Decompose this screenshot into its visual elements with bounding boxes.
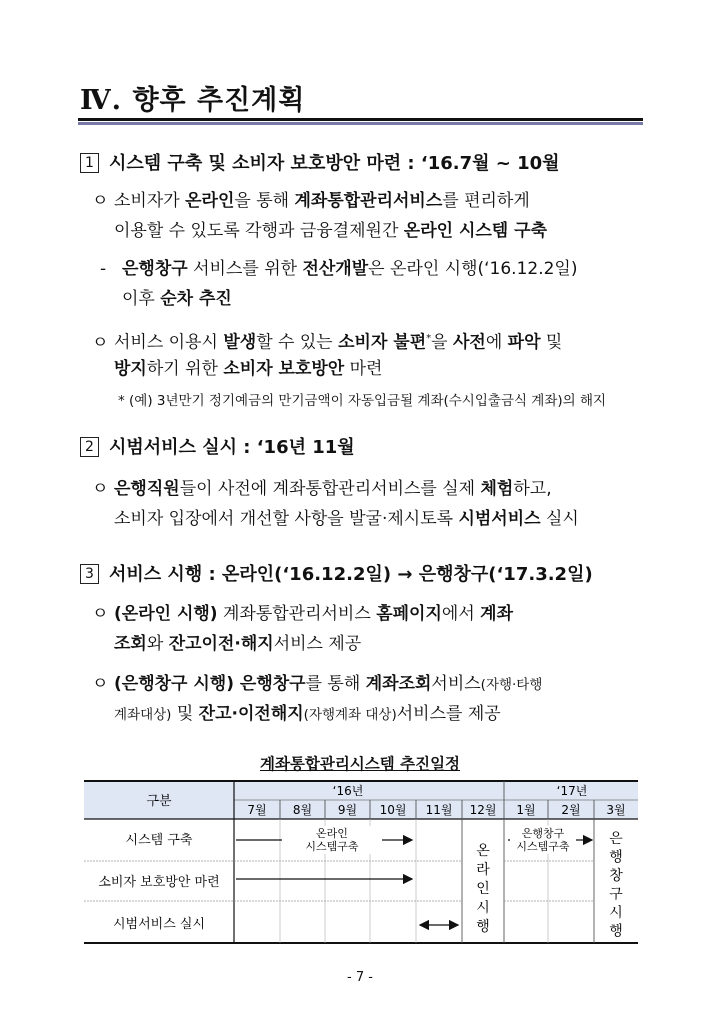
text: 에서 (441, 604, 481, 624)
bullet-icon: ㅇ (92, 191, 109, 211)
online-label-1: 온라인 (316, 827, 348, 840)
title-underline (78, 118, 643, 121)
branch-launch-char-2: 행 (609, 849, 623, 866)
month-label-8: 2월 (561, 803, 581, 817)
text: 서비스 제공 (273, 634, 362, 654)
text-bold: 은행창구 (234, 674, 306, 694)
branch-launch-char-5: 시 (609, 905, 623, 921)
text-bold: 발생 (223, 332, 257, 353)
text: 서비스 (431, 674, 481, 694)
text: 소비자 입장에서 개선할 사항을 발굴·제시토록 (114, 509, 459, 529)
text-bold: 계좌조회 (365, 674, 432, 694)
text-bold: 사전 (452, 332, 486, 353)
footnote-mark: * (426, 333, 432, 344)
branch-launch-char-3: 창 (609, 868, 623, 884)
subsection-2-heading (80, 433, 355, 459)
subsection-2-number: 2 (80, 437, 99, 457)
s1-bullet-2-line-2 (114, 353, 382, 385)
row-label-pilot: 시범서비스 실시 (112, 917, 206, 932)
text-small: (자행계좌 대상) (303, 707, 397, 723)
subsection-3-heading (80, 560, 593, 586)
text: 와 (146, 634, 169, 654)
text: 를 편리하게 (442, 191, 530, 211)
s2-bullet-1-line-1 (92, 473, 552, 505)
bullet-icon: ㅇ (92, 479, 109, 499)
online-launch-char-1: 온 (476, 843, 490, 859)
online-launch-char-4: 시 (476, 900, 490, 916)
row-label-system: 시스템 구축 (125, 833, 193, 848)
year-label-2017: ‘17년 (556, 784, 588, 798)
text: 은 온라인 시행(‘16.12.2일) (368, 259, 578, 279)
text: 을 (431, 332, 453, 353)
online-launch-label (476, 843, 490, 935)
s3-bullet-1-line-1 (92, 598, 513, 630)
text: 서비스 이용시 (114, 332, 224, 353)
s1-bullet-1-line-1 (92, 185, 530, 217)
text-bold: 전산개발 (302, 259, 369, 279)
text: 할 수 있는 (256, 332, 339, 353)
text-bold: 파악 (507, 332, 541, 353)
section-numeral: Ⅳ. (80, 85, 123, 116)
text-bold: 조회 (114, 634, 147, 654)
text: 을 통해 (234, 191, 295, 211)
bullet-icon: ㅇ (92, 332, 109, 353)
text-bold: 순차 추진 (160, 289, 232, 309)
text: 계좌통합관리서비스 (217, 604, 377, 624)
month-label-2: 8월 (292, 803, 313, 817)
schedule-table-title: 계좌통합관리시스템 추진일정 (259, 755, 461, 773)
text: 마련 (344, 359, 383, 379)
text: 서비스를 위한 (187, 259, 303, 279)
month-labels (247, 802, 625, 817)
branch-label-1: 은행창구 (521, 827, 565, 840)
s3-bullet-2-line-2 (114, 698, 501, 731)
text-bold: 잔고·이전해지 (198, 704, 304, 724)
section-title (80, 78, 305, 117)
s1-footnote: * (예) 3년만기 정기예금의 만기금액이 자동입금될 계좌(수시입출금식 계좌)의 해지 (118, 393, 607, 409)
text-bold: 홈페이지 (376, 604, 442, 624)
month-label-9: 3월 (606, 803, 626, 817)
text-bold: 시범서비스 (458, 509, 541, 529)
text-bold: 온라인 (185, 191, 235, 211)
online-launch-char-2: 라 (476, 862, 490, 878)
month-label-1: 7월 (247, 803, 267, 817)
subsection-2-text: 시범서비스 실시 : ‘16년 11월 (109, 437, 355, 458)
subsection-1-text: 시스템 구축 및 소비자 보호방안 마련 : ‘16.7월 ~ 10월 (109, 153, 560, 174)
text-small: (자행·타행 (480, 677, 543, 693)
text: 에 (485, 332, 508, 353)
text-small: 계좌대상) (114, 707, 172, 723)
text: 하고, (513, 479, 552, 499)
title-underline-shadow (78, 122, 643, 125)
s3-bullet-1-line-2 (114, 628, 361, 660)
month-label-5: 11월 (425, 803, 453, 817)
online-launch-char-5: 행 (476, 919, 490, 935)
text-bold: 온라인 시스템 구축 (403, 221, 547, 241)
s1-bullet-1-line-2 (114, 215, 547, 247)
bullet-icon: ㅇ (92, 674, 109, 694)
month-label-6: 12월 (469, 803, 497, 817)
text-bold: 소비자 보호방안 (223, 359, 345, 379)
branch-launch-char-1: 은 (609, 831, 623, 847)
branch-label-2: 시스템구축 (516, 840, 570, 853)
text: 및 (540, 332, 563, 353)
text-bold: 체험 (480, 479, 514, 499)
text-bold: 잔고이전·해지 (168, 634, 274, 654)
online-launch-char-3: 인 (476, 881, 490, 897)
s1-dash-1-line-2 (122, 283, 232, 315)
text-bold: 은행직원 (114, 479, 180, 499)
text: 서비스를 제공 (396, 704, 501, 724)
text-bold: 소비자 불편 (338, 332, 427, 353)
text-bold: 계좌 (480, 604, 513, 624)
text-bold: 방지 (114, 359, 147, 379)
text-bold: 은행창구 (122, 259, 188, 279)
text: 들이 사전에 계좌통합관리서비스를 실제 (179, 479, 481, 499)
text: 이후 (122, 289, 161, 309)
subsection-3-number: 3 (80, 564, 99, 584)
text: 하기 위한 (146, 359, 224, 379)
text: 소비자가 (114, 191, 186, 211)
text: 를 통해 (305, 674, 366, 694)
month-label-7: 1월 (516, 803, 536, 817)
s2-bullet-1-line-2 (114, 503, 579, 535)
section-title-text: 향후 추진계획 (132, 85, 306, 116)
text-bold: (은행창구 시행) (114, 674, 234, 694)
bullet-icon: ㅇ (92, 604, 109, 624)
branch-launch-char-6: 행 (609, 923, 623, 940)
row-label-protection: 소비자 보호방안 마련 (98, 875, 220, 890)
dash-icon: - (100, 259, 107, 279)
header-label: 구분 (146, 794, 172, 809)
schedule-table (84, 779, 638, 945)
subsection-3-text: 서비스 시행 : 온라인(‘16.12.2일) → 은행창구(‘17.3.2일) (109, 564, 593, 585)
online-label-2: 시스템구축 (305, 840, 359, 853)
text: 이용할 수 있도록 각행과 금융결제원간 (114, 221, 404, 241)
s3-bullet-2-line-1 (92, 668, 542, 701)
month-label-4: 10월 (379, 803, 407, 817)
branch-launch-char-4: 구 (609, 886, 623, 903)
page-number: - 7 - (347, 970, 373, 985)
branch-launch-label (609, 831, 623, 940)
text: 및 (171, 704, 199, 724)
month-label-3: 9월 (337, 803, 358, 817)
text-bold: 계좌통합관리서비스 (294, 191, 443, 211)
text-bold: (온라인 시행) (114, 604, 218, 624)
year-label-2016: ‘16년 (332, 784, 364, 798)
subsection-1-number: 1 (80, 153, 99, 173)
text: 실시 (540, 509, 579, 529)
subsection-1-heading (80, 149, 560, 175)
s1-dash-1-line-1 (100, 253, 577, 285)
